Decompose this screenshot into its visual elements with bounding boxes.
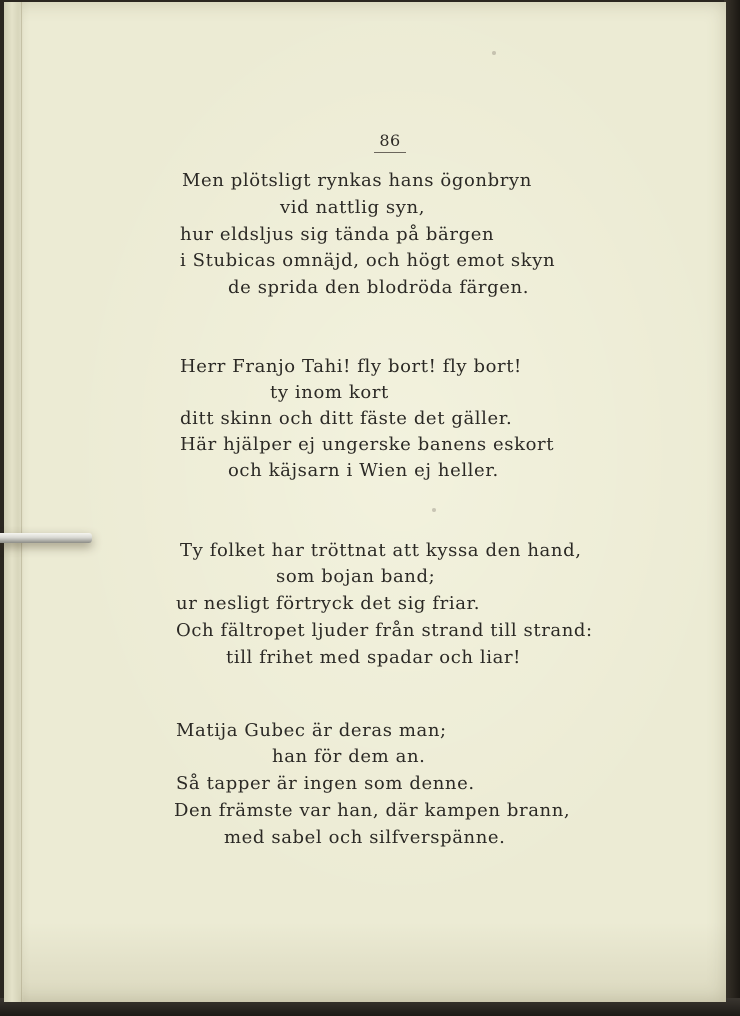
poem-line: han för dem an. <box>272 746 426 767</box>
poem-line: Matija Gubec är deras man; <box>176 720 447 741</box>
poem-line: hur eldsljus sig tända på bärgen <box>180 224 495 245</box>
paper-page <box>4 2 726 1002</box>
poem-line: vid nattlig syn, <box>280 197 426 218</box>
poem-line: med sabel och silfverspänne. <box>224 827 506 848</box>
poem-line: Här hjälper ej ungerske banens eskort <box>180 434 555 455</box>
poem-line: i Stubicas omnäjd, och högt emot skyn <box>180 250 556 271</box>
poem-line: ditt skinn och ditt fäste det gäller. <box>180 408 513 429</box>
poem-line: Den främste var han, där kampen brann, <box>174 800 571 821</box>
paper-speck <box>432 508 436 512</box>
poem-line: Ty folket har tröttnat att kyssa den hand, <box>180 540 582 561</box>
page-number: 86 <box>374 132 406 153</box>
poem-line: Herr Franjo Tahi! fly bort! fly bort! <box>180 356 522 377</box>
poem-line: Och fältropet ljuder från strand till strand: <box>176 620 593 641</box>
binding-fold-line <box>21 2 22 1002</box>
poem-line: Men plötsligt rynkas hans ögonbryn <box>182 170 532 191</box>
paper-speck <box>492 51 496 55</box>
poem-line: ur nesligt förtryck det sig friar. <box>176 593 481 614</box>
poem-line: de sprida den blodröda färgen. <box>228 277 530 298</box>
poem-line: som bojan band; <box>276 566 436 587</box>
poem-line: ty inom kort <box>270 382 389 403</box>
book-cover-edge-right <box>724 0 740 1016</box>
bookmark-strip <box>0 533 92 543</box>
poem-line: till frihet med spadar och liar! <box>226 647 522 668</box>
poem-line: och käjsarn i Wien ej heller. <box>228 460 499 481</box>
poem-line: Så tapper är ingen som denne. <box>176 773 475 794</box>
